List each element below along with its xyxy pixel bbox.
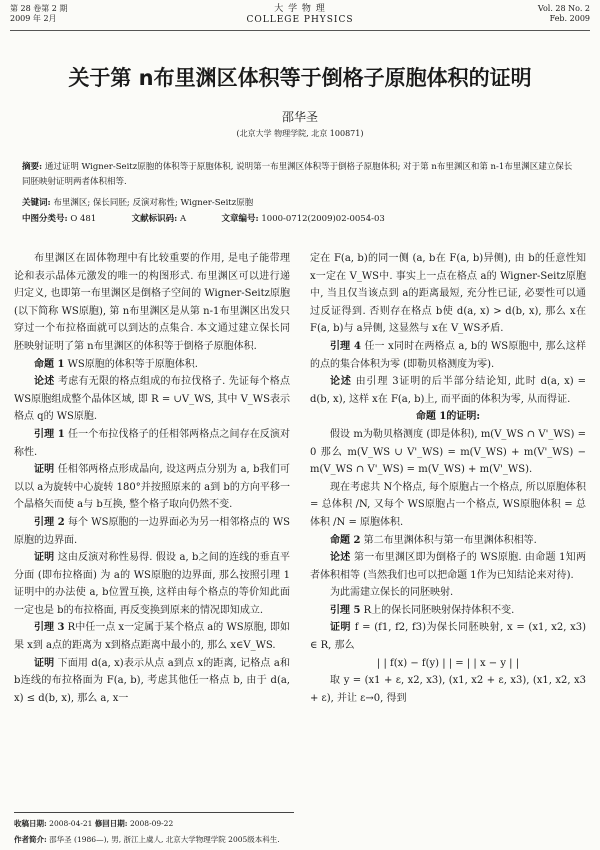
paragraph-text: R中任一点 x一定属于某个格点 a的 WS原胞, 即如果 x到 a点的距离为 x到格点距离中最小的, 那么 x∈V_WS. (14, 622, 290, 652)
paragraph-text: 第一布里渊区即为倒格子的 WS原胞. 由命题 1知两者体积相等 (当然我们也可以把命题 1作为已知结论来对待). (310, 552, 587, 581)
paragraph-text: 第二布里渊体积与第一布里渊体积相等. (360, 534, 537, 546)
paragraph (310, 250, 586, 338)
paragraph (310, 426, 586, 479)
paragraph-text: 由引理 3证明的后半部分结论知, 此时 d(a, x) = d(b, x), 这样 x在 F(a, b)上, 而平面的体积为零, 从而得证. (310, 376, 586, 405)
paragraph-text: 任相邻两格点形成晶向, 设这两点分别为 a, b我们可以以 a为旋转中心旋转 180°并按照原来的 a到 b的方向平移一个晶格矢而使 a与 b互换, 整个格子取向仍然不变. (14, 464, 291, 511)
doc-code: A (180, 214, 187, 224)
footnote-dates: 收稿日期: 2008-04-21 修回日期: 2008-09-22 (14, 819, 174, 828)
paragraph-heading: 引理 2 (34, 516, 65, 528)
paragraph (310, 602, 586, 620)
paragraph-text: | | f(x) − f(y) | | = | | x − y | | (376, 657, 520, 669)
paragraph-heading: 论述 (330, 376, 352, 388)
journal-name: 大 学 物 理 COLLEGE PHYSICS (246, 4, 354, 25)
paragraph (14, 549, 290, 619)
paragraph-text: 每个 WS原胞的一边界面必为另一相邻格点的 WS原胞的边界面. (14, 516, 290, 546)
paragraph (14, 514, 290, 549)
paragraph (14, 250, 290, 356)
keywords-text: 布里渊区; 保长同胚; 反演对称性; Wigner-Seitz原胞 (53, 198, 254, 208)
paragraph (310, 479, 586, 532)
article-number: 1000-0712(2009)02-0054-03 (261, 214, 385, 224)
body-right-column (310, 250, 586, 707)
paragraph-heading: 证明 (34, 657, 55, 669)
paragraph (14, 373, 290, 426)
classification-line: 中图分类号: O 481 文献标识码: A 文章编号: 1000-0712(2009)02-0054-03 (22, 214, 385, 224)
paragraph-heading: 论述 (34, 376, 55, 388)
paragraph (14, 461, 290, 514)
paragraph-text: 任一 x同时在两格点 a, b的 WS原胞中, 那么这样的点的集合体积为零 (即勒贝格测度为零). (310, 340, 586, 370)
paragraph (14, 619, 290, 654)
paragraph-heading: 引理 5 (330, 604, 361, 616)
paragraph (310, 532, 586, 550)
paragraph (310, 672, 586, 707)
paragraph (14, 356, 290, 374)
paper-title: 关于第 n布里渊区体积等于倒格子原胞体积的证明 (68, 66, 532, 90)
paragraph-text: 下面用 d(a, x)表示从点 a到点 x的距离, 记格点 a和 b连线的布拉格面为 F(a, b), 考虑其他任一格点 b, 由于 d(a, x) ≤ d(b, x), 那么 a, x一 (14, 657, 291, 704)
paragraph-text: 布里渊区在固体物理中有比较重要的作用, 是电子能带理论和表示晶体元激发的唯一的构图形式. 布里渊区可以进行递归定义, 也即第一布里渊区是倒格子空间的 Wigner-Seitz原胞 (以下简称 WS原胞), 第 n布里渊区是从第 n-1布里渊区出发只穿过一个布拉格面就可以到达的点集合. 本文通过建立保长同胚映射证明了第 n布里渊区的体积等于倒格子原胞体积. (14, 253, 290, 352)
paragraph-heading: 证明 (34, 464, 55, 476)
journal-volume: 第 28 卷第 2 期 2009 年 2月 (10, 4, 68, 23)
keywords (22, 196, 578, 211)
paragraph-text: 为此需建立保长的同胚映射. (330, 587, 454, 599)
paragraph-text: 取 y = (x1 + ε, x2, x3), (x1, x2 + ε, x3), (x1, x2, x3 + ε), 并让 ε→0, 得到 (310, 675, 586, 704)
paragraph-text: 假设 m为勒贝格测度 (即是体积), m(V_WS ∩ V'_WS) = 0 那么 m(V_WS ∪ V'_WS) = m(V_WS) + m(V'_WS) − m(V_WS ∩ V'_WS) = m(V_WS) + m(V'_WS). (310, 428, 586, 476)
journal-volume-en: Vol. 28 No. 2 Feb. 2009 (537, 4, 590, 23)
paragraph-text: f = (f1, f2, f3)为保长同胚映射, x = (x1, x2, x3) ∈ R, 那么 (310, 622, 586, 652)
abstract-label: 摘要: (22, 162, 43, 172)
paragraph-heading: 命题 1 (34, 358, 65, 370)
paragraph-heading: 命题 2 (330, 534, 361, 546)
paragraph-heading: 证明 (330, 622, 352, 634)
paragraph (14, 426, 290, 461)
clc-number: O 481 (70, 214, 97, 224)
abstract-text: 通过证明 Wigner-Seitz原胞的体积等于原胞体积, 说明第一布里渊区体积等于倒格子原胞体积; 对于第 n布里渊区和第 n-1布里渊区建立保长同胚映射证明两者体积相等. (22, 162, 573, 187)
paragraph (310, 619, 586, 654)
keywords-label: 关键词: (22, 198, 51, 208)
paragraph-text: 现在考虑共 N个格点, 每个原胞占一个格点, 所以原胞体积 = 总体积 /N, 又每个 WS原胞占一个格点, WS原胞体积 = 总体积 /N = 原胞体积. (310, 481, 586, 528)
paragraph (310, 373, 586, 408)
paragraph (310, 338, 586, 373)
paragraph-heading: 证明 (34, 552, 55, 564)
paragraph-text: 任一个布拉伐格子的任相邻两格点之间存在反演对称性. (14, 428, 290, 458)
running-header (10, 4, 590, 31)
footnote-bio: 作者简介: 邵华圣 (1986—), 男, 浙江上虞人, 北京大学物理学院 2005级本科生. (14, 835, 280, 844)
author-name: 邵华圣 (281, 110, 318, 124)
body-left-column (14, 250, 290, 707)
paragraph-heading: 命题 1的证明: (415, 411, 481, 423)
paragraph-text: WS原胞的体积等于原胞体积. (64, 358, 198, 370)
author-affiliation: (北京大学 物理学院, 北京 100871) (236, 129, 364, 138)
abstract (22, 160, 578, 190)
paragraph-text: 考虑有无限的格点组成的布拉伐格子. 先证每个格点 WS原胞组成整个晶体区域, 即 R = ∪V_WS, 其中 V_WS表示格点 q的 WS原胞. (14, 376, 291, 423)
footnote (14, 812, 294, 848)
paragraph (310, 584, 586, 602)
paragraph (310, 655, 586, 673)
paragraph (310, 549, 586, 584)
paragraph (14, 655, 290, 708)
paragraph-heading: 引理 3 (34, 622, 65, 634)
paragraph-heading: 引理 4 (330, 340, 361, 352)
paragraph-text: 定在 F(a, b)的同一侧 (a, b在 F(a, b)异侧), 由 b的任意性知 x一定在 V_WS中. 事实上一点在格点 a的 Wigner-Seitz原胞中, 当且仅当该点到 a的距离最短, 充分性已证, 必要性可以通过反证得到. 否则存在格点 b使 d(a, x) > d(b, x), 那么 x在 F(a, b)与 a异侧, 这显然与 x在 V_WS矛盾. (310, 253, 586, 335)
paragraph-heading: 引理 1 (34, 428, 65, 440)
paragraph (310, 408, 586, 426)
paragraph-text: 这由反演对称性易得. 假设 a, b之间的连线的垂直平分面 (即布拉格面) 为 a的 WS原胞的边界面, 那么按照引理 1证明中的办法使 a, b位置互换, 这样由每个格点的等价知此面一定也是 b的布拉格面, 再反变换到原来的情况即知成立. (14, 552, 291, 616)
paragraph-text: R上的保长同胚映射保持体积不变. (360, 604, 515, 616)
paragraph-heading: 论述 (330, 552, 351, 564)
